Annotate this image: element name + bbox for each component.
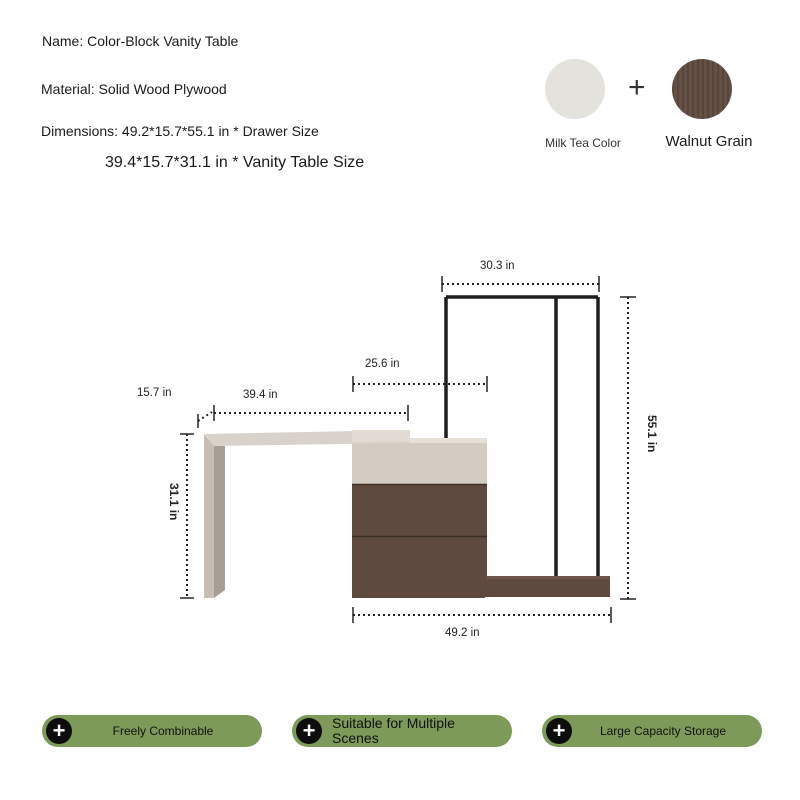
label-total-height: 55.1 in xyxy=(645,415,659,453)
spec-dimensions-drawer: Dimensions: 49.2*15.7*55.1 in * Drawer Size xyxy=(41,123,319,139)
spec-name: Name: Color-Block Vanity Table xyxy=(42,33,239,49)
feature-label: Freely Combinable xyxy=(112,724,214,738)
feature-label: Suitable for Multiple Scenes xyxy=(332,715,455,746)
base-plate xyxy=(485,576,610,597)
feature-badge-scenes xyxy=(292,715,512,747)
dim-table-depth xyxy=(198,412,212,428)
label-cabinet-width: 25.6 in xyxy=(365,358,400,370)
walnut-label: Walnut Grain xyxy=(665,133,753,150)
dim-total-height xyxy=(620,297,636,599)
label-table-height: 31.1 in xyxy=(167,483,181,521)
spec-material: Material: Solid Wood Plywood xyxy=(41,81,227,97)
drawer-cabinet xyxy=(352,438,487,598)
dim-table-height xyxy=(180,434,194,598)
label-table-depth: 15.7 in xyxy=(137,387,172,399)
spec-dimensions-table: 39.4*15.7*31.1 in * Vanity Table Size xyxy=(105,154,365,171)
plus-icon: + xyxy=(296,718,322,744)
dim-table-width xyxy=(214,405,408,421)
plus-icon: + xyxy=(546,718,572,744)
feature-label: Large Capacity Storage xyxy=(599,724,727,738)
label-table-width: 39.4 in xyxy=(243,389,278,401)
milk-tea-label: Milk Tea Color xyxy=(545,136,621,150)
feature-badge-combinable xyxy=(42,715,262,747)
label-frame-width: 30.3 in xyxy=(480,260,515,272)
dim-frame-width xyxy=(442,276,599,292)
dim-total-width xyxy=(353,607,611,623)
plus-icon: + xyxy=(46,718,72,744)
plus-sign: + xyxy=(628,71,646,104)
feature-badge-storage xyxy=(542,715,762,747)
label-total-width: 49.2 in xyxy=(445,627,480,639)
dim-cabinet-width xyxy=(353,376,487,392)
